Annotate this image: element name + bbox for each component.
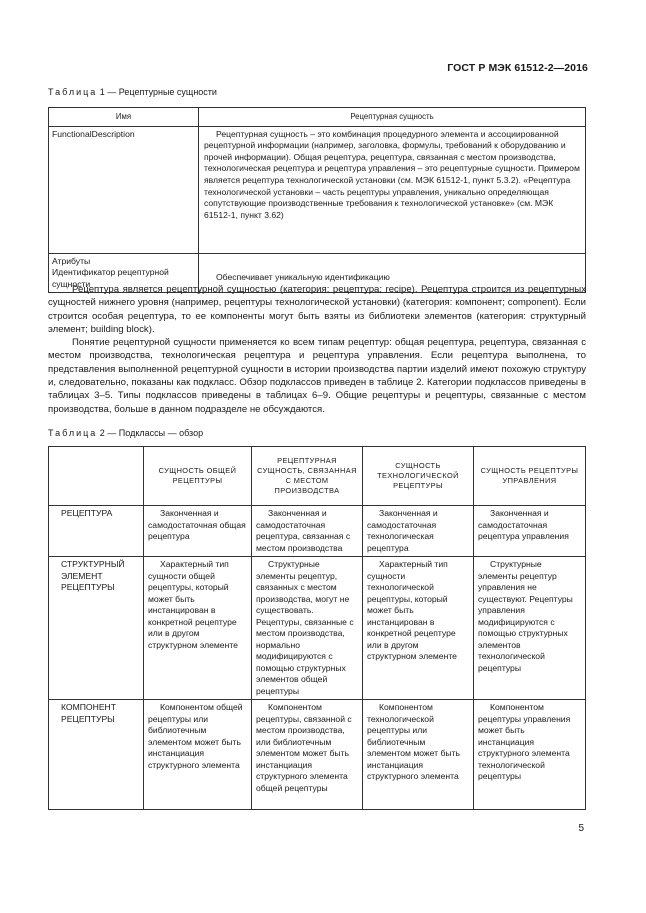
table2-header-control: СУЩНОСТЬ РЕЦЕПТУРЫ УПРАВЛЕНИЯ bbox=[474, 447, 586, 506]
table1-caption bbox=[48, 87, 217, 97]
table2-cell-text: Характерный тип сущности общей рецептуры, который может быть инстанцирован в конкретной рецептуре или в другом структурном элементе bbox=[148, 559, 238, 650]
body-text bbox=[48, 283, 586, 416]
table2-cell-text: Компонентом технологической рецептуры или библиотечным элементом может быть инстанциация структурного элемента bbox=[367, 702, 461, 781]
table1-header-row bbox=[49, 108, 586, 127]
table2-row-label: РЕЦЕПТУРА bbox=[49, 506, 144, 557]
table2-cell bbox=[474, 506, 586, 557]
table2-caption-title: 2 — Подклассы — обзор bbox=[97, 428, 204, 438]
table2-cell-text: Структурные элементы рецептур, связанных с местом производства, могут не существовать. Рецептуры, связанные с местом производства, нормально модифицируются с помощью структурных элементов общей рецептуры bbox=[256, 559, 354, 696]
table1-attr-name: Идентификатор рецептурной сущности bbox=[52, 267, 169, 289]
table2-header-site: РЕЦЕПТУРНАЯ СУЩНОСТЬ, СВЯЗАННАЯ С МЕСТОМ ПРОИЗВОДСТВА bbox=[252, 447, 363, 506]
paragraph: Понятие рецептурной сущности применяется ко всем типам рецептур: общая рецептура, рецептура, связанная с местом производства, технологическая рецептура и рецептура управления. Если рецептура выполнена, то представления выполненной рецептурной сущности в истории производства партии изделий имеют похожую структуру и, следовательно, показаны как подкласс. Обзор подклассов приведен в таблице 2. Категории подклассов приведены в таблицах 3–5. Типы подклассов приведены в таблицах 6–9. Общие рецептуры и рецептуры, связанные с местом производства, больше в данном подразделе не обсуждаются. bbox=[48, 337, 586, 415]
table2-cell bbox=[363, 700, 474, 810]
table2-header-row bbox=[49, 447, 586, 506]
table1-attr-group: Атрибуты bbox=[52, 255, 91, 266]
table2-cell-text: Компонентом общей рецептуры или библиотечным элементом может быть инстанциация структурного элемента bbox=[148, 702, 243, 770]
table2-cell bbox=[252, 700, 363, 810]
table2-cell bbox=[363, 557, 474, 700]
table-subclasses-overview bbox=[48, 446, 586, 810]
table1-caption-prefix: Таблица bbox=[48, 87, 98, 97]
paragraph: Рецептура является рецептурной сущностью (категория: рецептура; recipe). Рецептура строится из рецептурных сущностей нижнего уровня (например, рецептуры технологической установки) (категория: компонент; component). Если строится особая рецептура, то ее компоненты могут быть взяты из библиотеки элементов (категория: структурный элемент; building block). bbox=[48, 284, 586, 335]
table2-cell bbox=[252, 557, 363, 700]
table2-row-label: КОМПОНЕНТ РЕЦЕПТУРЫ bbox=[49, 700, 144, 810]
table2-cell-text: Законченная и самодостаточная рецептура, связанная с местом производства bbox=[256, 508, 351, 553]
table1-entity-desc-text: Рецептурная сущность – это комбинация процедурного элемента и ассоциированной рецептурной информации (например, заголовка, формулы, требований к оборудованию и прочей информации). Общая рецептура, рецептура, связанная с местом производства, технологическая рецептура и рецептура управления – это рецептурные сущности. Примером является рецептура технологической установки (см. МЭК 61512-1, пункт 5.3.2). «Рецептура технологической установки – часть рецептуры управления, уникально определяющая сопутствующие производственные требования к технологической установке» (см. МЭК 61512-1, пункт 3.62) bbox=[204, 128, 580, 220]
table2-cell bbox=[474, 700, 586, 810]
table1-entity-name: FunctionalDescription bbox=[49, 126, 199, 253]
table1-entity-desc bbox=[199, 126, 586, 253]
page-number: 5 bbox=[578, 823, 584, 834]
table2-header-general: СУЩНОСТЬ ОБЩЕЙ РЕЦЕПТУРЫ bbox=[144, 447, 252, 506]
table2-cell bbox=[144, 506, 252, 557]
table1-caption-title: 1 — Рецептурные сущности bbox=[97, 87, 217, 97]
table1-col-desc: Рецептурная сущность bbox=[199, 108, 586, 127]
table2-cell-text: Характерный тип сущности технологической рецептуры, который может быть инстанцирован в конкретной рецептуре или в другом структурном элементе bbox=[367, 559, 457, 661]
table2-caption bbox=[48, 428, 203, 438]
table2-cell-text: Законченная и самодостаточная технологическая рецептура bbox=[367, 508, 438, 553]
table-row bbox=[49, 126, 586, 253]
table2-cell-text: Законченная и самодостаточная рецептура управления bbox=[478, 508, 569, 541]
table-row bbox=[49, 557, 586, 700]
table-row bbox=[49, 506, 586, 557]
table2-caption-prefix: Таблица bbox=[48, 428, 98, 438]
table1-col-name: Имя bbox=[49, 108, 199, 127]
table2-cell-text: Законченная и самодостаточная общая рецептура bbox=[148, 508, 246, 541]
table2-header-master: СУЩНОСТЬ ТЕХНОЛОГИЧЕСКОЙ РЕЦЕПТУРЫ bbox=[363, 447, 474, 506]
table2-cell-text: Компонентом рецептуры управления может быть инстанциация структурного элемента технологической рецептуры bbox=[478, 702, 571, 781]
table-row bbox=[49, 700, 586, 810]
table2-cell bbox=[144, 700, 252, 810]
table2-cell-text: Структурные элементы рецептур управления не существуют. Рецептуры управления модифицируются с помощью структурных элементов технологической рецептуры bbox=[478, 559, 573, 673]
table2-header-empty bbox=[49, 447, 144, 506]
table1-attr-desc: Обеспечивает уникальную идентификацию bbox=[216, 272, 390, 283]
table2-row-label: СТРУКТУРНЫЙ ЭЛЕМЕНТ РЕЦЕПТУРЫ bbox=[49, 557, 144, 700]
table2-cell bbox=[474, 557, 586, 700]
table2-cell-text: Компонентом рецептуры, связанной с местом производства, или библиотечным элементом может быть инстанциация структурного элемента общей рецептуры bbox=[256, 702, 352, 793]
table2-cell bbox=[252, 506, 363, 557]
table-recipe-entities bbox=[48, 107, 586, 293]
table2-cell bbox=[144, 557, 252, 700]
table2-cell bbox=[363, 506, 474, 557]
document-code: ГОСТ Р МЭК 61512-2—2016 bbox=[447, 62, 588, 74]
